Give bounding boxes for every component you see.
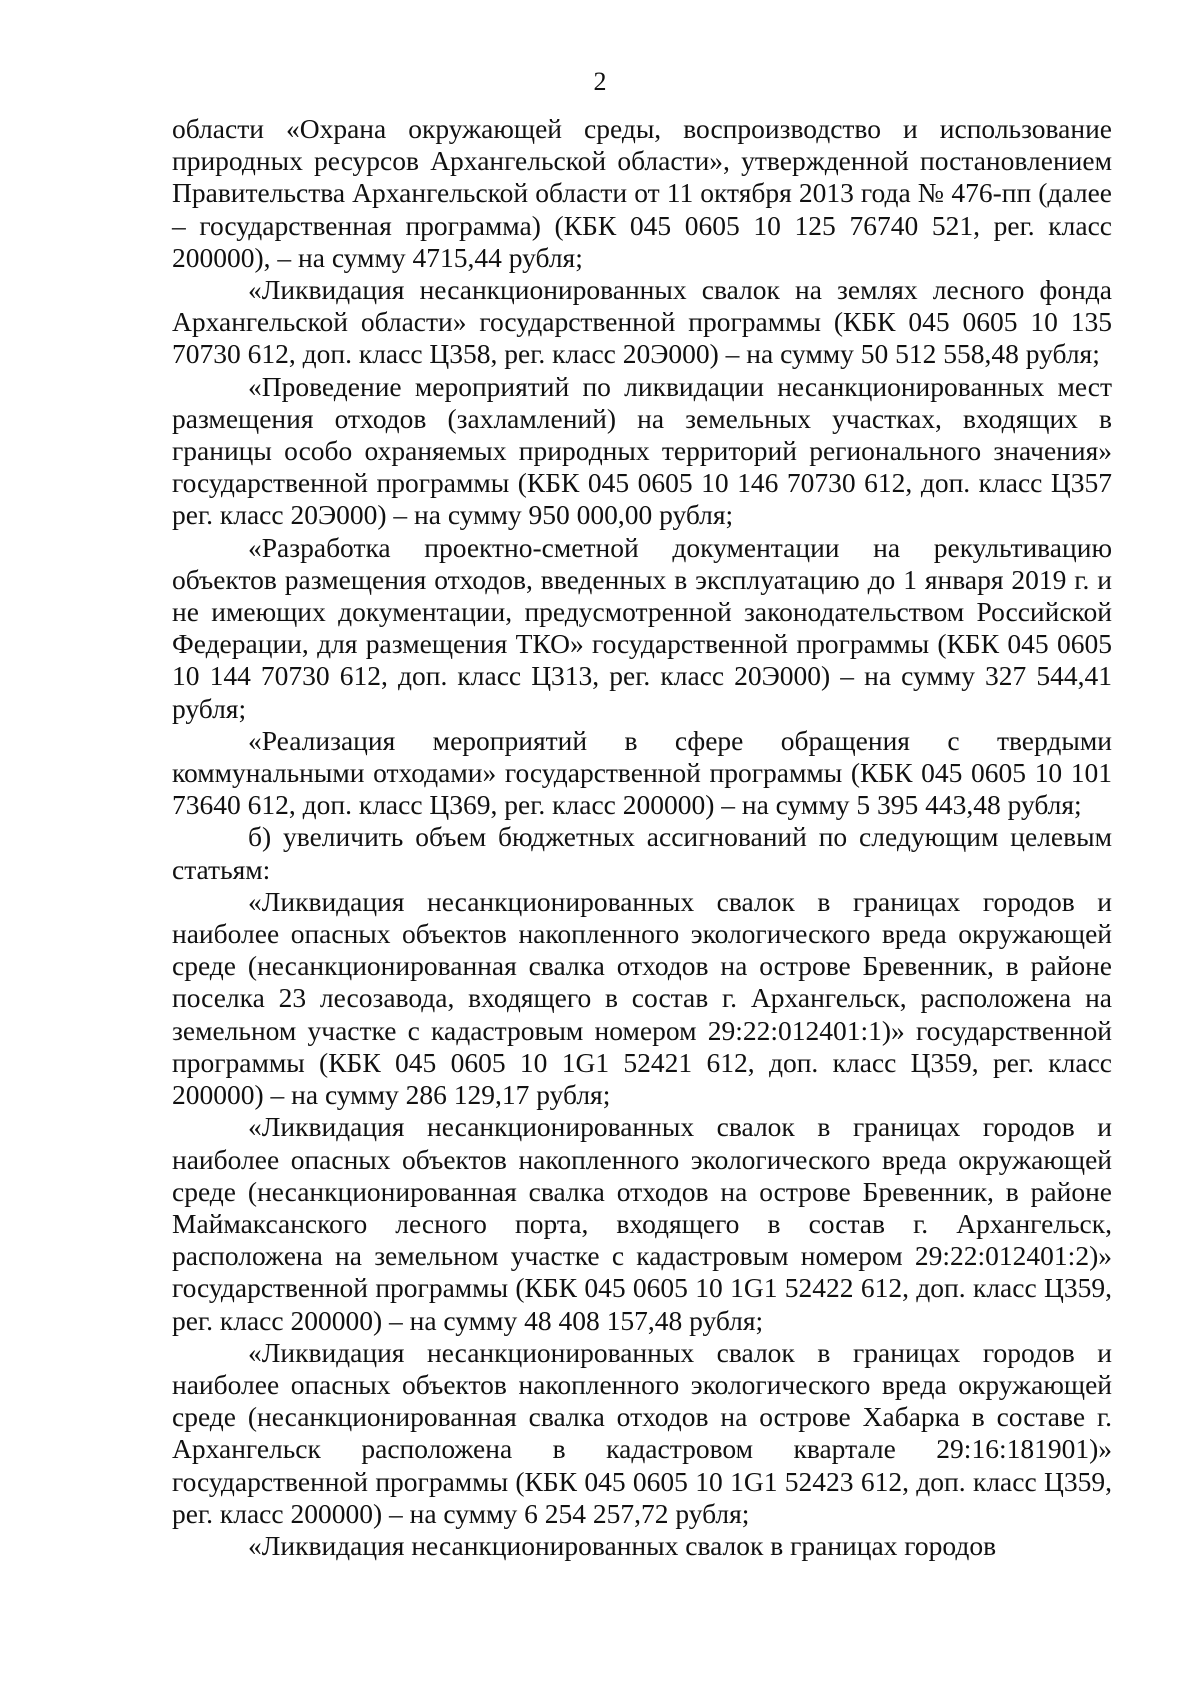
paragraph-khabarka-island: «Ликвидация несанкционированных свалок в границах городов и наиболее опасных объектов накопленного экологического вреда окружающей среде (несанкционированная свалка отходов на острове Хабарка в составе г. Архангельск расположена в кадастровом квартале 29:16:181901)» государственной программы (КБК 045 0605 10 1G1 52423 612, доп. класс Ц359, рег. класс 200000) – на сумму 6 254 257,72 рубля;: [172, 1336, 1112, 1529]
paragraph-forest-dumps: «Ликвидация несанкционированных свалок на землях лесного фонда Архангельской области» государственной программы (КБК 045 0605 10 135 70730 612, доп. класс Ц358, рег. класс 20Э000) – на сумму 50 512 558,48 рубля;: [172, 274, 1112, 370]
paragraph-design-documentation: «Разработка проектно-сметной документации на рекультивацию объектов размещения отходов, введенных в эксплуатацию до 1 января 2019 г. и не имеющих документации, предусмотренной законодательством Российской Федерации, для размещения ТКО» государственной программы (КБК 045 0605 10 144 70730 612, доп. класс Ц313, рег. класс 20Э000) – на сумму 327 544,41 рубля;: [172, 531, 1112, 724]
paragraph-brevennik-maimaksa-port: «Ликвидация несанкционированных свалок в границах городов и наиболее опасных объектов накопленного экологического вреда окружающей среде (несанкционированная свалка отходов на острове Бревенник, в районе Маймаксанского лесного порта, входящего в состав г. Архангельск, расположена на земельном участке с кадастровым номером 29:22:012401:2)» государственной программы (КБК 045 0605 10 1G1 52422 612, доп. класс Ц359, рег. класс 200000) – на сумму 48 408 157,48 рубля;: [172, 1111, 1112, 1336]
paragraph-solid-waste: «Реализация мероприятий в сфере обращения с твердыми коммунальными отходами» государственной программы (КБК 045 0605 10 101 73640 612, доп. класс Ц369, рег. класс 200000) – на сумму 5 395 443,48 рубля;: [172, 724, 1112, 821]
paragraph-brevennik-23-sawmill: «Ликвидация несанкционированных свалок в границах городов и наиболее опасных объектов накопленного экологического вреда окружающей среде (несанкционированная свалка отходов на острове Бревенник, в районе поселка 23 лесозавода, входящего в состав г. Архангельск, расположена на земельном участке с кадастровым номером 29:22:012401:1)» государственной программы (КБК 045 0605 10 1G1 52421 612, доп. класс Ц359, рег. класс 200000) – на сумму 286 129,17 рубля;: [172, 885, 1112, 1111]
page-number: 2: [593, 67, 607, 96]
paragraph-protected-territories: «Проведение мероприятий по ликвидации несанкционированных мест размещения отходов (захламлений) на земельных участках, входящих в границы особо охраняемых природных территорий регионального значения» государственной программы (КБК 045 0605 10 146 70730 612, доп. класс Ц357 рег. класс 20Э000) – на сумму 950 000,00 рубля;: [172, 370, 1112, 531]
paragraph-increase-allocations: б) увеличить объем бюджетных ассигнований по следующим целевым статьям:: [172, 821, 1112, 885]
paragraph-continued-next-page: «Ликвидация несанкционированных свалок в границах городов: [248, 1529, 997, 1561]
paragraph-continuation: области «Охрана окружающей среды, воспроизводство и использование природных ресурсов Архангельской области», утвержденной постановлением Правительства Архангельской области от 11 октября 2013 года № 476-пп (далее – государственная программа) (КБК 045 0605 10 125 76740 521, рег. класс 200000), – на сумму 4715,44 рубля;: [172, 113, 1112, 273]
document-body: [172, 113, 1112, 1562]
